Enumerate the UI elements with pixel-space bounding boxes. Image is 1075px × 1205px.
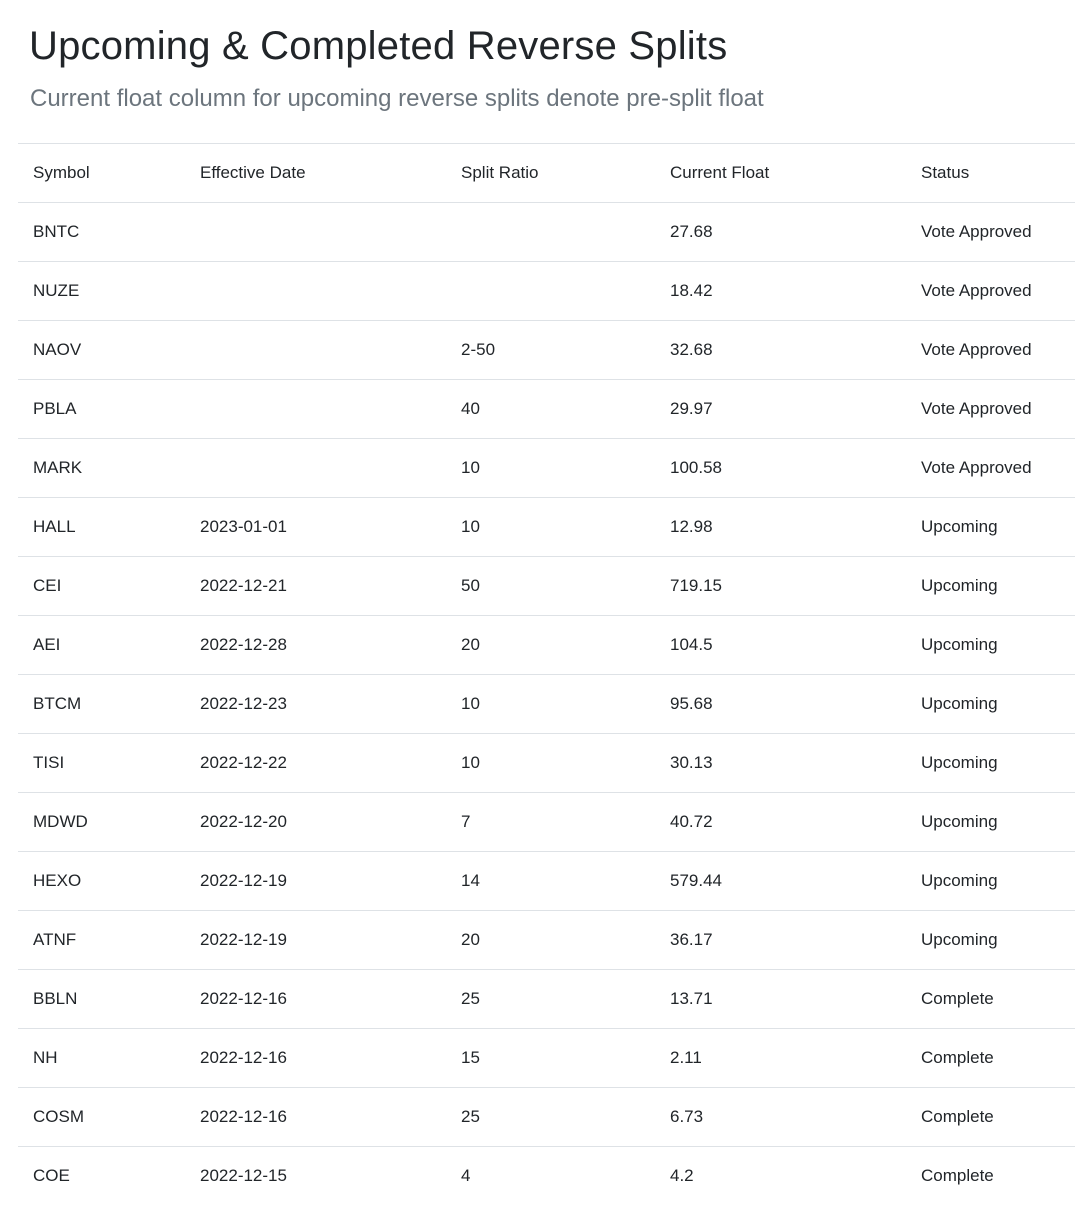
cell-split-ratio: 10	[446, 734, 655, 793]
cell-split-ratio: 20	[446, 911, 655, 970]
cell-effective-date: 2022-12-16	[185, 1088, 446, 1147]
cell-status: Upcoming	[906, 734, 1075, 793]
cell-current-float: 719.15	[655, 557, 906, 616]
table-row	[18, 675, 1075, 734]
cell-status: Complete	[906, 970, 1075, 1029]
cell-symbol: NH	[18, 1029, 185, 1088]
table-row	[18, 203, 1075, 262]
cell-current-float: 2.11	[655, 1029, 906, 1088]
cell-current-float: 104.5	[655, 616, 906, 675]
cell-current-float: 27.68	[655, 203, 906, 262]
cell-effective-date: 2023-01-01	[185, 498, 446, 557]
cell-current-float: 29.97	[655, 380, 906, 439]
cell-symbol: COE	[18, 1147, 185, 1205]
cell-status: Vote Approved	[906, 262, 1075, 321]
cell-status: Vote Approved	[906, 380, 1075, 439]
cell-symbol: MARK	[18, 439, 185, 498]
table-row	[18, 616, 1075, 675]
table-body	[18, 203, 1075, 1205]
cell-split-ratio: 10	[446, 439, 655, 498]
cell-symbol: HALL	[18, 498, 185, 557]
cell-split-ratio: 10	[446, 675, 655, 734]
cell-status: Vote Approved	[906, 439, 1075, 498]
cell-effective-date	[185, 439, 446, 498]
table-row	[18, 321, 1075, 380]
table-header	[18, 144, 1075, 203]
cell-symbol: PBLA	[18, 380, 185, 439]
table-row	[18, 1029, 1075, 1088]
cell-status: Complete	[906, 1088, 1075, 1147]
table-row	[18, 970, 1075, 1029]
table-row	[18, 262, 1075, 321]
cell-symbol: HEXO	[18, 852, 185, 911]
table-row	[18, 793, 1075, 852]
cell-effective-date: 2022-12-20	[185, 793, 446, 852]
cell-split-ratio: 40	[446, 380, 655, 439]
column-header-status: Status	[906, 144, 1075, 203]
cell-status: Complete	[906, 1147, 1075, 1205]
cell-effective-date	[185, 203, 446, 262]
reverse-splits-table-container	[18, 143, 1075, 1205]
cell-split-ratio: 25	[446, 1088, 655, 1147]
cell-current-float: 4.2	[655, 1147, 906, 1205]
cell-current-float: 32.68	[655, 321, 906, 380]
table-header-row	[18, 144, 1075, 203]
cell-symbol: AEI	[18, 616, 185, 675]
cell-split-ratio: 2-50	[446, 321, 655, 380]
cell-split-ratio	[446, 262, 655, 321]
cell-symbol: BBLN	[18, 970, 185, 1029]
cell-current-float: 30.13	[655, 734, 906, 793]
cell-symbol: BNTC	[18, 203, 185, 262]
cell-current-float: 13.71	[655, 970, 906, 1029]
cell-effective-date: 2022-12-22	[185, 734, 446, 793]
cell-status: Upcoming	[906, 852, 1075, 911]
page-subtitle: Current float column for upcoming reverse splits denote pre-split float	[30, 83, 764, 115]
cell-current-float: 18.42	[655, 262, 906, 321]
cell-effective-date: 2022-12-19	[185, 852, 446, 911]
cell-split-ratio: 25	[446, 970, 655, 1029]
cell-symbol: NAOV	[18, 321, 185, 380]
table-row	[18, 911, 1075, 970]
cell-current-float: 579.44	[655, 852, 906, 911]
cell-effective-date: 2022-12-28	[185, 616, 446, 675]
cell-symbol: CEI	[18, 557, 185, 616]
cell-effective-date: 2022-12-21	[185, 557, 446, 616]
table-row	[18, 439, 1075, 498]
cell-effective-date: 2022-12-19	[185, 911, 446, 970]
table-row	[18, 1147, 1075, 1205]
cell-status: Complete	[906, 1029, 1075, 1088]
cell-current-float: 6.73	[655, 1088, 906, 1147]
cell-split-ratio: 10	[446, 498, 655, 557]
cell-current-float: 100.58	[655, 439, 906, 498]
cell-effective-date: 2022-12-16	[185, 1029, 446, 1088]
cell-current-float: 36.17	[655, 911, 906, 970]
cell-split-ratio: 15	[446, 1029, 655, 1088]
cell-symbol: MDWD	[18, 793, 185, 852]
cell-effective-date	[185, 321, 446, 380]
cell-split-ratio	[446, 203, 655, 262]
cell-status: Upcoming	[906, 616, 1075, 675]
cell-symbol: NUZE	[18, 262, 185, 321]
cell-status: Vote Approved	[906, 203, 1075, 262]
cell-split-ratio: 4	[446, 1147, 655, 1205]
cell-effective-date	[185, 262, 446, 321]
column-header-split-ratio: Split Ratio	[446, 144, 655, 203]
table-row	[18, 734, 1075, 793]
cell-symbol: BTCM	[18, 675, 185, 734]
table-row	[18, 1088, 1075, 1147]
table-row	[18, 380, 1075, 439]
cell-split-ratio: 7	[446, 793, 655, 852]
cell-effective-date	[185, 380, 446, 439]
column-header-effective-date: Effective Date	[185, 144, 446, 203]
cell-symbol: TISI	[18, 734, 185, 793]
column-header-current-float: Current Float	[655, 144, 906, 203]
cell-effective-date: 2022-12-23	[185, 675, 446, 734]
table-row	[18, 498, 1075, 557]
table-row	[18, 852, 1075, 911]
cell-current-float: 12.98	[655, 498, 906, 557]
cell-status: Vote Approved	[906, 321, 1075, 380]
cell-split-ratio: 20	[446, 616, 655, 675]
cell-split-ratio: 50	[446, 557, 655, 616]
table-row	[18, 557, 1075, 616]
cell-current-float: 95.68	[655, 675, 906, 734]
cell-status: Upcoming	[906, 911, 1075, 970]
cell-status: Upcoming	[906, 498, 1075, 557]
cell-symbol: ATNF	[18, 911, 185, 970]
reverse-splits-table	[18, 143, 1075, 1205]
cell-status: Upcoming	[906, 557, 1075, 616]
cell-status: Upcoming	[906, 675, 1075, 734]
page-title: Upcoming & Completed Reverse Splits	[29, 20, 727, 72]
column-header-symbol: Symbol	[18, 144, 185, 203]
cell-symbol: COSM	[18, 1088, 185, 1147]
cell-status: Upcoming	[906, 793, 1075, 852]
cell-effective-date: 2022-12-15	[185, 1147, 446, 1205]
cell-effective-date: 2022-12-16	[185, 970, 446, 1029]
cell-split-ratio: 14	[446, 852, 655, 911]
cell-current-float: 40.72	[655, 793, 906, 852]
